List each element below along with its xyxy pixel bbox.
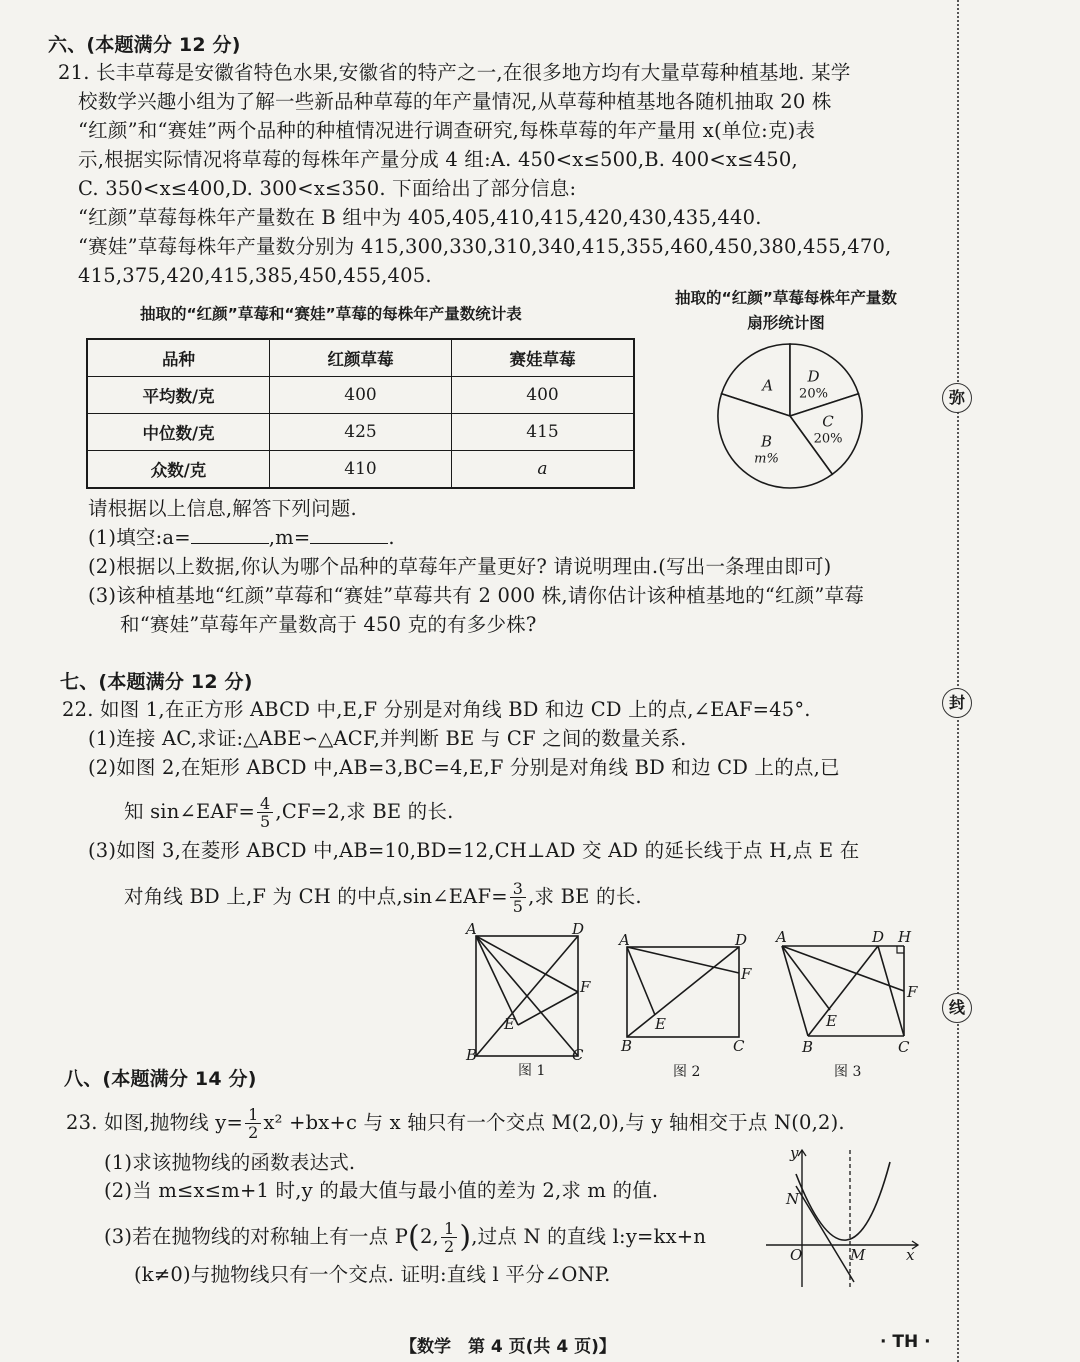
seal-feng: 封 [942,688,972,718]
label-d: D [872,928,885,946]
q21-line-7: “赛娃”草莓每株年产量数分别为 415,300,330,310,340,415,355,460,450,380,455,470, [78,235,892,258]
label-h: H [898,928,912,946]
q23-part-1: (1)求该抛物线的函数表达式. [104,1151,356,1174]
table-header-row [87,339,634,377]
label-b: B [802,1038,814,1056]
q23-text-a: 23. 如图,抛物线 y= [66,1111,244,1134]
parabola-graph [760,1142,930,1292]
fraction-four-fifths [257,795,273,830]
pie-label-b: B [760,432,773,451]
table-cell: 415 [452,414,635,451]
label-b: B [466,1046,478,1064]
q21-line-5: C. 350<x≤400,D. 300<x≤350. 下面给出了部分信息: [78,177,577,200]
pie-chart [710,336,870,496]
left-paren: ( [408,1219,420,1255]
q21-q1-a-label: (1)填空:a= [88,526,191,549]
section-7-heading: 七、(本题满分 12 分) [60,671,253,693]
fraction-denominator: 5 [260,812,271,831]
fraction-numerator: 4 [257,795,273,813]
q21-question-2: (2)根据以上数据,你认为哪个品种的草莓年产量更好? 请说明理由.(写出一条理由即可) [88,555,832,578]
q22-p3-text-b: ,求 BE 的长. [528,885,642,908]
segment-af [782,946,904,991]
fraction-numerator: 1 [245,1106,261,1124]
q23-part-3-line-2: (k≠0)与抛物线只有一个交点. 证明:直线 l 平分∠ONP. [134,1263,611,1286]
page-footer: 【数学 第 4 页(共 4 页)】 [400,1337,616,1357]
side-dc [878,946,904,1036]
answer-blank-m[interactable] [310,525,388,544]
label-c: C [898,1038,910,1056]
q22-part-1: (1)连接 AC,求证:△ABE∽△ACF,并判断 BE 与 CF 之间的数量关系. [88,727,687,750]
q22-p2-text-a: 知 sin∠EAF= [124,800,256,823]
q23-text-b: x² +bx+c 与 x 轴只有一个交点 M(2,0),与 y 轴相交于点 N(0,2). [263,1111,845,1134]
table-cell: 400 [452,377,635,414]
label-y: y [790,1144,799,1162]
q21-q1-end: . [388,526,395,549]
figure-2-rectangle [615,925,765,1080]
figure-3-rhombus [770,922,930,1080]
q21-line-4: 示,根据实际情况将草莓的每株年产量分成 4 组:A. 450<x≤500,B. 400<x≤450, [78,148,798,171]
table-cell: 400 [270,377,452,414]
q21-line-1: 21. 长丰草莓是安徽省特色水果,安徽省的特产之一,在很多地方均有大量草莓种植基地. 某学 [58,61,851,84]
q21-line-6: “红颜”草莓每株年产量数在 B 组中为 405,405,410,415,420,430,435,440. [78,206,762,229]
binding-dotted-line [957,0,959,1362]
table-cell: a [452,451,635,489]
section-8-heading: 八、(本题满分 14 分) [64,1068,257,1090]
table-row-label: 中位数/克 [87,414,270,451]
label-n: N [786,1190,800,1208]
pie-value-c: 20% [813,431,843,447]
label-c: C [572,1046,584,1064]
q22-part-3-line-2 [124,880,642,915]
table-row [87,414,634,451]
pie-value-b: m% [754,451,779,467]
section-6-heading: 六、(本题满分 12 分) [48,34,241,56]
q23-part-2: (2)当 m≤x≤m+1 时,y 的最大值与最小值的差为 2,求 m 的值. [104,1179,659,1202]
label-f: F [580,978,591,996]
q21-q1-m-label: ,m= [268,526,311,549]
label-x: x [906,1246,915,1264]
q22-part-2-line-2 [124,795,453,830]
label-a: A [619,931,630,949]
label-e: E [655,1015,666,1033]
point-p-x: 2, [419,1225,439,1248]
label-f: F [907,983,918,1001]
q21-question-3-line-2: 和“赛娃”草莓年产量数高于 450 克的有多少株? [120,613,537,636]
table-cell: 410 [270,451,452,489]
statistics-table [86,338,635,489]
pie-caption-line-1: 抽取的“红颜”草莓每株年产量数 [675,289,897,307]
fraction-denominator: 2 [443,1237,455,1256]
label-e: E [504,1015,515,1033]
table-row [87,451,634,489]
answer-blank-a[interactable] [191,525,269,544]
right-angle-mark [897,946,904,953]
q22-part-3-line-1: (3)如图 3,在菱形 ABCD 中,AB=10,BD=12,CH⊥AD 交 AD 的延长线于点 H,点 E 在 [88,839,860,862]
parabola-curve [796,1162,890,1240]
q21-question-1 [88,525,395,551]
fraction-numerator: 1 [441,1220,457,1238]
label-d: D [735,931,748,949]
table-caption: 抽取的“红颜”草莓和“赛娃”草莓的每株年产量数统计表 [140,305,522,323]
table-header-cell: 品种 [87,339,270,377]
label-o: O [790,1246,803,1264]
pie-label-d: D [807,367,820,386]
table-row-label: 众数/克 [87,451,270,489]
q23-p3-text-b: ,过点 N 的直线 l:y=kx+n [471,1225,707,1248]
seal-mi: 弥 [942,383,972,413]
figure-1-square [460,920,600,1080]
table-header-cell: 红颜草莓 [270,339,452,377]
line-l [796,1186,854,1282]
pie-label-c: C [822,412,834,431]
fraction-one-half [245,1106,261,1141]
fraction-three-fifths [510,880,526,915]
fraction-denominator: 2 [248,1123,259,1142]
figure-2-caption: 图 2 [673,1064,701,1080]
q22-p3-text-a: 对角线 BD 上,F 为 CH 的中点,sin∠EAF= [124,885,508,908]
table-cell: 425 [270,414,452,451]
q21-line-3: “红颜”和“赛娃”两个品种的种植情况进行调查研究,每株草莓的年产量用 x(单位:克)表 [78,119,816,142]
label-d: D [572,920,585,938]
label-e: E [826,1012,837,1030]
fraction-denominator: 5 [512,897,524,916]
q23-line-1 [66,1106,845,1141]
seal-xian: 线 [942,993,972,1023]
pie-value-d: 20% [799,386,828,402]
right-paren: ) [459,1219,472,1255]
footer-code: · TH · [880,1332,931,1352]
figure-3-caption: 图 3 [834,1064,862,1080]
fraction-numerator: 3 [510,880,526,898]
segment-ae [476,936,518,1025]
table-header-cell: 赛娃草莓 [452,339,635,377]
table-row-label: 平均数/克 [87,377,270,414]
label-f: F [741,965,752,983]
q23-p3-text-a: (3)若在抛物线的对称轴上有一点 P [104,1225,409,1248]
q22-p2-text-b: ,CF=2,求 BE 的长. [275,800,454,823]
label-a: A [466,920,477,938]
pie-caption-line-2: 扇形统计图 [747,314,825,332]
segment-af [476,936,578,992]
q21-line-8: 415,375,420,415,385,450,455,405. [78,264,432,287]
table-row [87,377,634,414]
q23-part-3-line-1 [104,1220,706,1255]
segment-ae [627,947,655,1015]
label-a: A [776,928,787,946]
side-ab [782,946,808,1036]
label-b: B [621,1037,633,1055]
figure-1-caption: 图 1 [518,1063,546,1079]
q21-question-3-line-1: (3)该种植基地“红颜”草莓和“赛娃”草莓共有 2 000 株,请你估计该种植基地的“红颜”草莓 [88,584,864,607]
q22-line-1: 22. 如图 1,在正方形 ABCD 中,E,F 分别是对角线 BD 和边 CD 上的点,∠EAF=45°. [62,698,811,721]
q22-part-2-line-1: (2)如图 2,在矩形 ABCD 中,AB=3,BC=4,E,F 分别是对角线 BD 和边 CD 上的点,已 [88,756,840,779]
label-c: C [733,1037,745,1055]
q21-question-intro: 请根据以上信息,解答下列问题. [88,497,357,520]
pie-label-a: A [762,376,774,395]
label-m: M [850,1246,866,1264]
fraction-one-half [441,1220,457,1255]
q21-line-2: 校数学兴趣小组为了解一些新品种草莓的年产量情况,从草莓种植基地各随机抽取 20 株 [78,90,832,113]
